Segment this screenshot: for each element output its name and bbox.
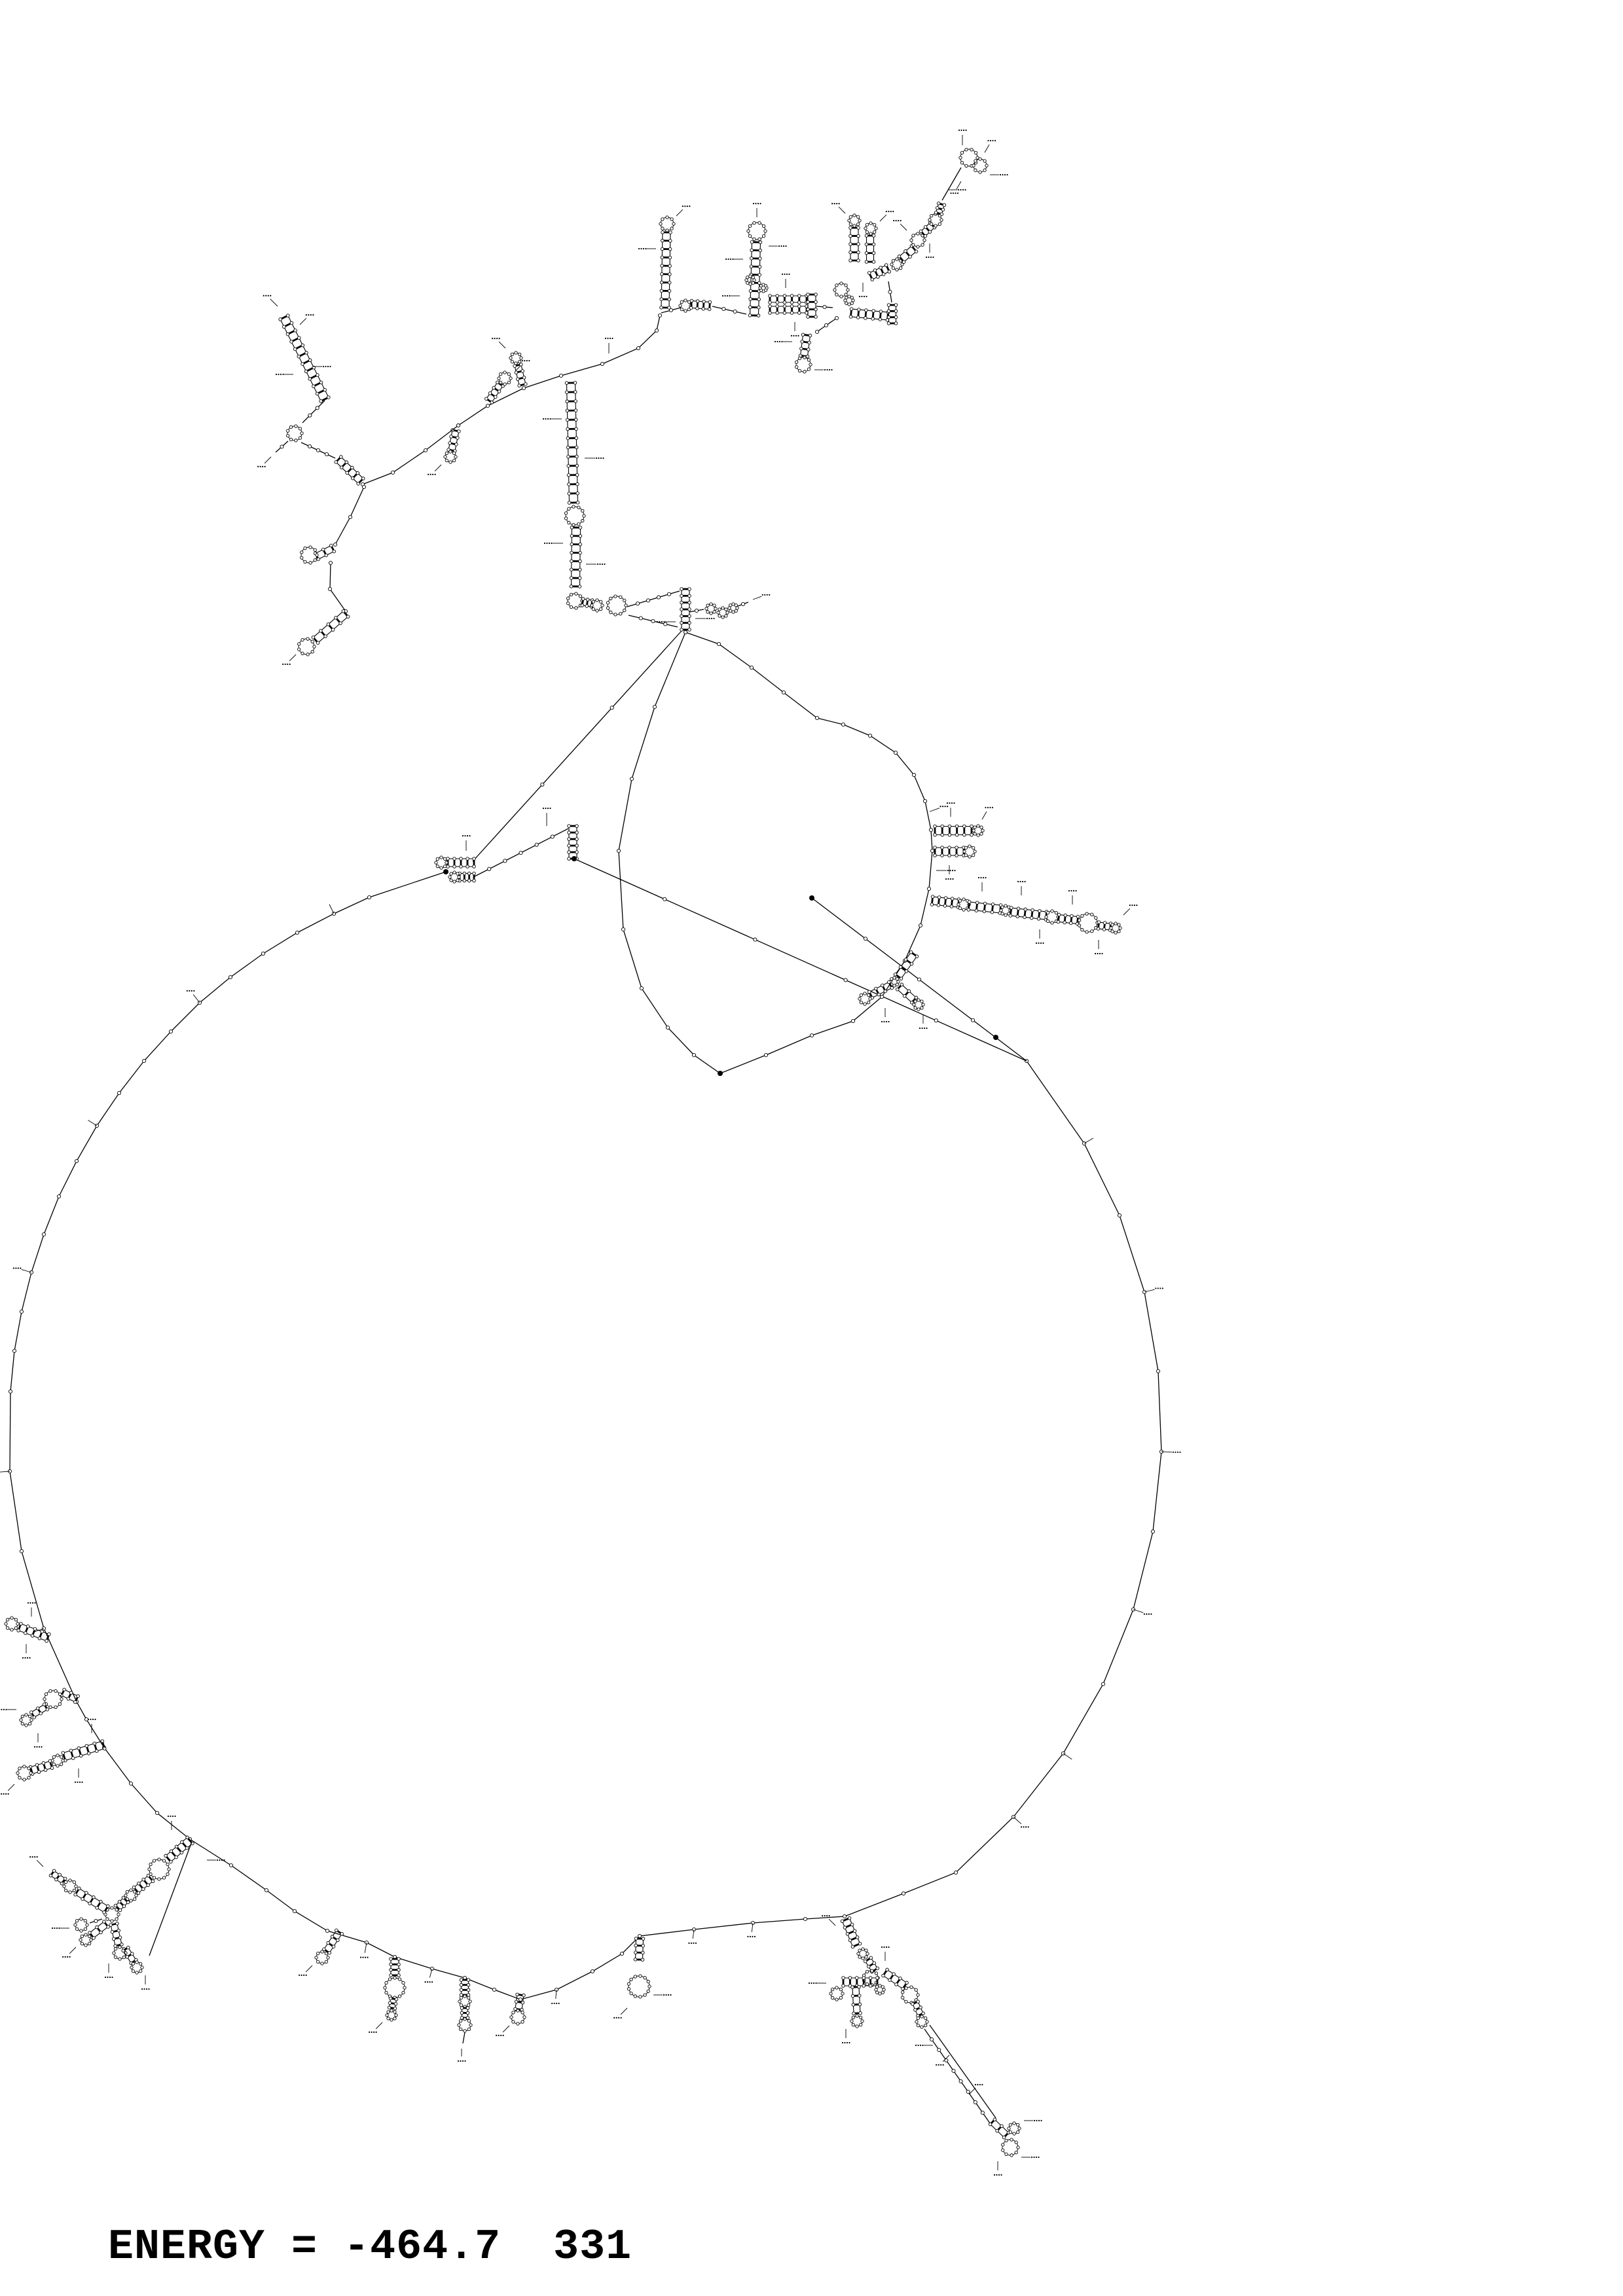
loop-ring — [448, 871, 460, 883]
loop-ring — [858, 992, 871, 1005]
tick-mark — [257, 457, 271, 467]
tick-mark — [782, 274, 790, 288]
loop-ring — [850, 2015, 864, 2028]
stem-ladder — [851, 1985, 862, 2015]
loop-ring — [875, 1984, 885, 1995]
loop-ring — [510, 2009, 526, 2025]
loop-ring — [458, 1995, 471, 2008]
node-dot — [443, 869, 448, 874]
loop-ring — [384, 1977, 406, 1999]
tick-mark — [585, 457, 604, 459]
backbone-chain — [361, 423, 460, 486]
loop-ring — [848, 214, 861, 227]
tick-mark — [990, 174, 1008, 175]
tick-mark — [62, 1947, 76, 1958]
loop-ring — [833, 282, 849, 298]
tick-mark — [428, 465, 441, 475]
loop-ring — [972, 825, 984, 836]
stem-ladder — [565, 382, 579, 505]
tick-mark — [881, 1946, 890, 1961]
tick-mark — [722, 295, 740, 296]
loop-ring — [566, 592, 583, 609]
stem-ladder — [934, 202, 945, 215]
stem-ladder — [109, 1922, 123, 1948]
tick-mark — [360, 1943, 369, 1958]
connector-line — [738, 602, 748, 606]
tick-mark — [985, 140, 996, 152]
loop-ring — [915, 2015, 928, 2028]
loop-ring — [795, 356, 812, 373]
loop-ring — [509, 351, 522, 365]
connector-line — [627, 591, 680, 607]
loop-ring — [830, 1986, 844, 2001]
backbone-chain — [456, 314, 661, 427]
tick-mark — [0, 1709, 16, 1710]
tick-mark — [926, 243, 934, 258]
loop-ring — [458, 2018, 472, 2032]
tick-mark — [676, 206, 690, 216]
stem-ladder — [867, 264, 890, 281]
tick-mark — [1013, 1817, 1029, 1827]
loop-ring — [74, 1918, 88, 1932]
tick-mark — [282, 655, 296, 665]
loop-ring — [963, 845, 976, 858]
tick-mark — [1036, 929, 1044, 944]
tick-mark — [27, 1602, 36, 1617]
loop-ring — [564, 505, 585, 526]
stem-ladder — [447, 857, 476, 869]
stem-ladder — [514, 1993, 526, 2011]
tick-mark — [605, 338, 613, 353]
tick-mark — [859, 283, 867, 297]
tick-mark — [747, 1923, 756, 1937]
tick-mark — [1017, 881, 1026, 895]
stem-ladder — [164, 1836, 194, 1863]
stem-ladder — [314, 544, 335, 561]
stem-ladder — [934, 846, 966, 857]
connector-line — [942, 168, 961, 200]
loop-ring — [759, 283, 768, 293]
loop-ring — [51, 1754, 64, 1767]
tick-mark — [13, 1268, 31, 1272]
loop-ring — [148, 1858, 170, 1880]
figure-layer — [0, 130, 1181, 2176]
tick-mark — [994, 2161, 1002, 2176]
stem-ladder — [660, 231, 672, 310]
tick-mark — [809, 1982, 826, 1984]
tick-mark — [1144, 1287, 1163, 1292]
tick-mark — [881, 1008, 890, 1022]
tick-mark — [919, 1014, 928, 1029]
loop-ring — [386, 2009, 397, 2021]
stem-ladder — [88, 1920, 110, 1940]
stem-ladder — [62, 1740, 106, 1762]
tick-mark — [791, 322, 799, 336]
tick-mark — [822, 1915, 835, 1926]
stem-ladder — [769, 295, 809, 304]
node-dot — [572, 856, 577, 861]
loop-ring — [745, 275, 756, 285]
backbone-chain — [333, 485, 365, 546]
stem-ladder — [570, 526, 582, 588]
connector-line — [463, 2032, 465, 2043]
tick-mark — [207, 1859, 225, 1861]
stem-ladder — [967, 901, 1002, 915]
loop-ring — [315, 1950, 329, 1965]
tick-mark — [424, 1969, 433, 1982]
backbone-chain — [328, 561, 347, 613]
backbone-chain — [8, 870, 1163, 2001]
loop-ring — [1110, 922, 1122, 934]
tick-mark — [930, 806, 948, 812]
connector-line — [149, 1842, 192, 1956]
loop-ring — [717, 607, 729, 619]
tick-mark — [969, 2084, 983, 2094]
stem-ladder — [887, 304, 898, 325]
connector-line — [276, 441, 288, 452]
loop-ring — [959, 148, 979, 167]
tick-mark — [551, 1990, 560, 2004]
backbone-chain — [815, 316, 838, 333]
tick-mark — [775, 341, 792, 342]
tick-mark — [1021, 2157, 1040, 2158]
node-dot — [809, 895, 814, 901]
loop-ring — [857, 1948, 869, 1960]
connector-line — [924, 2029, 990, 2123]
loop-ring — [1078, 912, 1099, 933]
loop-ring — [659, 216, 675, 232]
tick-mark — [1063, 1753, 1072, 1759]
stem-ladder — [989, 2118, 1010, 2139]
tick-mark — [369, 2022, 382, 2033]
loop-ring — [79, 1933, 92, 1946]
stem-ladder — [865, 234, 875, 264]
stem-ladder — [29, 1759, 54, 1775]
tick-mark — [695, 618, 715, 619]
stem-ladder — [689, 299, 711, 311]
loop-ring — [444, 450, 457, 463]
loop-ring — [705, 603, 717, 615]
tick-mark — [458, 2049, 466, 2062]
tick-mark — [653, 1994, 672, 1996]
stem-ladder — [680, 588, 691, 632]
connector-line — [302, 401, 325, 423]
tick-mark — [947, 802, 955, 817]
connector-line — [888, 281, 892, 302]
tick-mark — [1, 1784, 14, 1795]
tick-mark — [300, 314, 314, 325]
loop-ring — [747, 221, 767, 240]
tick-mark — [753, 203, 761, 217]
loop-ring — [301, 546, 319, 564]
stem-ladder — [60, 1688, 80, 1704]
stem-ladder — [49, 1869, 67, 1885]
tick-mark — [263, 295, 278, 306]
loop-ring — [627, 1975, 651, 1998]
loop-ring — [972, 158, 988, 173]
stem-ladder — [460, 1979, 470, 1997]
tick-mark — [299, 1965, 312, 1976]
tick-mark — [34, 1733, 43, 1748]
connector-line — [816, 305, 833, 308]
stem-ladder — [485, 381, 505, 404]
tick-mark — [688, 1929, 697, 1944]
tick-mark — [948, 189, 966, 190]
tick-mark — [141, 1975, 150, 1990]
stem-ladder — [1009, 906, 1048, 922]
stem-ladder — [841, 1916, 862, 1948]
tick-mark — [75, 1768, 83, 1783]
tick-mark — [88, 1719, 96, 1733]
loop-ring — [20, 1713, 33, 1727]
node-dot — [718, 1071, 723, 1076]
tick-mark — [1133, 1609, 1152, 1615]
connector-line — [574, 859, 1027, 1061]
tick-mark — [1123, 905, 1137, 915]
tick-mark — [936, 870, 956, 871]
energy-label: ENERGY = -464.7 331 — [108, 2223, 632, 2271]
tick-mark — [753, 594, 770, 600]
stem-ladder — [568, 825, 579, 861]
tick-mark — [329, 905, 334, 914]
stem-ladder — [769, 305, 809, 315]
tick-mark — [105, 1964, 113, 1978]
loop-ring — [1008, 2122, 1021, 2135]
loop-ring — [728, 603, 739, 613]
backbone-chain — [617, 630, 934, 1075]
stem-ladder — [74, 1887, 109, 1914]
loop-ring — [63, 1879, 77, 1893]
tick-mark — [313, 366, 331, 367]
stem-ladder — [279, 314, 330, 403]
loop-ring — [844, 295, 854, 306]
stem-ladder — [930, 895, 960, 909]
tick-mark — [638, 248, 656, 249]
loop-ring — [298, 637, 316, 656]
loop-ring — [286, 425, 303, 442]
tick-mark — [1068, 890, 1077, 905]
stem-ladder — [799, 333, 812, 358]
stem-ladder — [312, 610, 350, 645]
connector-line — [90, 1919, 102, 1923]
loop-ring — [130, 1961, 143, 1974]
tick-mark — [462, 835, 471, 851]
tick-mark — [842, 2029, 850, 2043]
loop-ring — [1002, 2138, 1020, 2157]
tick-mark — [725, 259, 743, 260]
stem-ladder — [882, 1968, 909, 1990]
tick-mark — [769, 245, 787, 247]
loop-ring — [591, 599, 604, 612]
tick-mark — [613, 2008, 627, 2018]
tick-mark — [1161, 1452, 1181, 1453]
tick-mark — [52, 1928, 69, 1929]
tick-mark — [958, 130, 967, 145]
loop-ring — [16, 1765, 32, 1781]
tick-mark — [982, 807, 993, 819]
stem-ladder — [842, 1977, 879, 1988]
connector-line — [689, 609, 704, 612]
loop-ring — [606, 595, 627, 616]
stem-ladder — [1057, 913, 1080, 925]
stem-ladder — [849, 226, 860, 262]
stem-ladder — [849, 308, 890, 322]
stem-ladder — [934, 825, 974, 836]
tick-mark — [187, 990, 200, 1003]
tick-mark — [276, 374, 293, 375]
stem-ladder — [458, 872, 476, 882]
tick-mark — [88, 1121, 97, 1126]
tick-mark — [543, 808, 551, 826]
tick-mark — [978, 877, 987, 891]
tick-mark — [544, 543, 563, 544]
connector-line — [473, 829, 568, 877]
stem-ladder — [1097, 921, 1112, 932]
loop-ring — [913, 999, 924, 1011]
stem-ladder — [807, 293, 818, 319]
connector-line — [629, 615, 678, 627]
connector-line — [930, 2025, 996, 2118]
loop-ring — [435, 856, 448, 869]
tick-mark — [496, 2026, 509, 2036]
stem-ladder — [335, 456, 365, 485]
tick-mark — [22, 1644, 31, 1659]
tick-mark — [492, 338, 505, 348]
stem-ladder — [390, 1958, 401, 1977]
tick-mark — [1095, 940, 1103, 954]
stem-ladder — [388, 1997, 398, 2010]
tick-mark — [1024, 2120, 1042, 2121]
connector-line — [712, 306, 746, 314]
tick-mark — [915, 2045, 933, 2046]
loop-ring — [5, 1617, 19, 1631]
tick-mark — [543, 418, 562, 420]
stem-ladder — [911, 2000, 925, 2017]
tick-mark — [586, 564, 606, 565]
tick-mark — [880, 211, 894, 221]
loop-ring — [864, 222, 877, 235]
tick-mark — [29, 1856, 43, 1867]
loop-ring — [498, 371, 512, 386]
tick-mark — [814, 369, 833, 370]
tick-mark — [831, 203, 845, 213]
tick-mark — [893, 220, 907, 230]
tick-mark — [1084, 1138, 1093, 1143]
node-dot — [993, 1035, 998, 1040]
tick-mark — [945, 865, 954, 880]
connector-line — [301, 442, 335, 458]
